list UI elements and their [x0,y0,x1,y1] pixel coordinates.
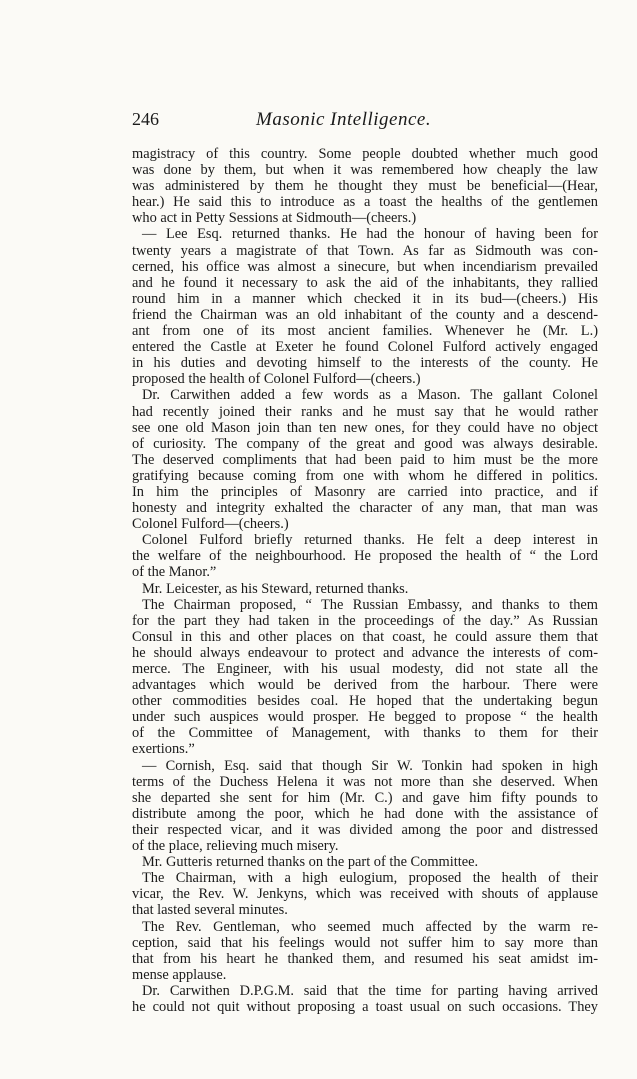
text-line: ception, said that his feelings would not suffer him to say more than [132,934,598,951]
text-line: Colonel Fulford briefly returned thanks. He felt a deep interest in [142,532,598,549]
text-line: he could not quit without proposing a toast usual on such occasions. They [132,998,598,1015]
text-line: Mr. Leicester, as his Steward, returned thanks. [142,580,409,597]
text-line: she departed she sent for him (Mr. C.) and gave him fifty pounds to [132,789,598,806]
text-line: their respected vicar, and it was divided among the poor and distressed [132,821,598,838]
text-line: see one old Mason join than ten new ones, for they could have no object [132,419,598,436]
text-line: in his duties and devoting himself to the interests of the county. He [132,355,598,372]
text-line: of the place, relieving much misery. [132,838,339,855]
text-line: who act in Petty Sessions at Sidmouth—(cheers.) [132,210,417,227]
text-line: Dr. Carwithen added a few words as a Mason. The gallant Colonel [142,387,598,404]
text-line: other commodities besides coal. He hoped that the undertaking begun [132,693,598,710]
text-line: cerned, his office was almost a sinecure, but when incendiarism prevailed [132,258,598,275]
text-line: the welfare of the neighbourhood. He proposed the health of “ the Lord [132,548,598,565]
text-line: Colonel Fulford—(cheers.) [132,516,289,533]
text-line: Mr. Gutteris returned thanks on the part of the Committee. [142,854,479,871]
text-line: merce. The Engineer, with his usual modesty, did not state all the [132,661,598,677]
text-line: ant from one of its most ancient families. Whenever he (Mr. L.) [132,323,598,340]
text-line: In him the principles of Masonry are carried into practice, and if [132,483,598,500]
text-line: had recently joined their ranks and he must say that he would rather [132,403,598,420]
article-body [132,146,598,1015]
text-line: gratifying because coming from one with whom he differed in politics. [132,467,598,484]
text-line: The Rev. Gentleman, who seemed much affected by the warm re- [142,918,598,935]
text-line: distribute among the poor, which he had done with the assistance of [132,805,598,822]
running-title: Masonic Intelligence. [256,109,432,130]
text-line: exertions.” [132,741,195,758]
text-line: Consul in this and other places on that coast, he could assure them that [132,628,598,645]
text-line: — Cornish, Esq. said that though Sir W. Tonkin had spoken in high [142,757,598,774]
text-line: The Chairman, with a high eulogium, proposed the health of their [142,870,598,887]
text-line: of the Committee of Management, with thanks to them for their [132,725,598,742]
text-line: of the Manor.” [132,564,217,581]
text-line: entered the Castle at Exeter he found Colonel Fulford actively engaged [132,339,598,356]
text-line: that from his heart he thanked them, and resumed his seat amidst im- [132,950,598,967]
text-line: was done by them, but when it was remembered how cheaply the law [132,162,598,179]
text-line: under such auspices would prosper. He begged to propose “ the health [132,709,598,726]
text-line: Dr. Carwithen D.P.G.M. said that the time for parting having arrived [142,982,598,999]
text-line: was administered by them he thought they must be beneficial—(Hear, [132,178,598,195]
text-line: for the part they had taken in the proceedings of the day.” As Russian [132,612,598,629]
text-line: magistracy of this country. Some people doubted whether much good [132,146,598,162]
text-line: he should always endeavour to protect and advance the interests of com- [132,644,598,661]
text-line: twenty years a magistrate of that Town. As far as Sidmouth was con- [132,242,598,259]
text-line: The Chairman proposed, “ The Russian Embassy, and thanks to them [142,596,598,613]
text-line: The deserved compliments that had been paid to him must be the more [132,451,598,468]
text-line: round him in a manner which checked it in its bud—(cheers.) His [132,290,598,307]
text-line: hear.) He said this to introduce as a toast the healths of the gentlemen [132,194,598,211]
text-line: — Lee Esq. returned thanks. He had the honour of having been for [142,226,598,243]
page-header [132,109,598,137]
text-line: friend the Chairman was an old inhabitant of the county and a descend- [132,306,598,323]
text-line: of curiosity. The company of the great and good was always desirable. [132,435,598,452]
text-line: honesty and integrity exhalted the character of any man, that man was [132,500,598,517]
text-line: vicar, the Rev. W. Jenkyns, which was received with shouts of applause [132,886,598,903]
page-number: 246 [132,109,159,129]
text-line: terms of the Duchess Helena it was not more than she deserved. When [132,773,598,790]
text-line: mense applause. [132,966,227,983]
text-line: and he found it necessary to ask the aid of the inhabitants, they rallied [132,274,598,291]
text-line: proposed the health of Colonel Fulford—(cheers.) [132,371,421,388]
text-line: that lasted several minutes. [132,902,288,919]
text-line: advantages which would be derived from the harbour. There were [132,677,598,694]
